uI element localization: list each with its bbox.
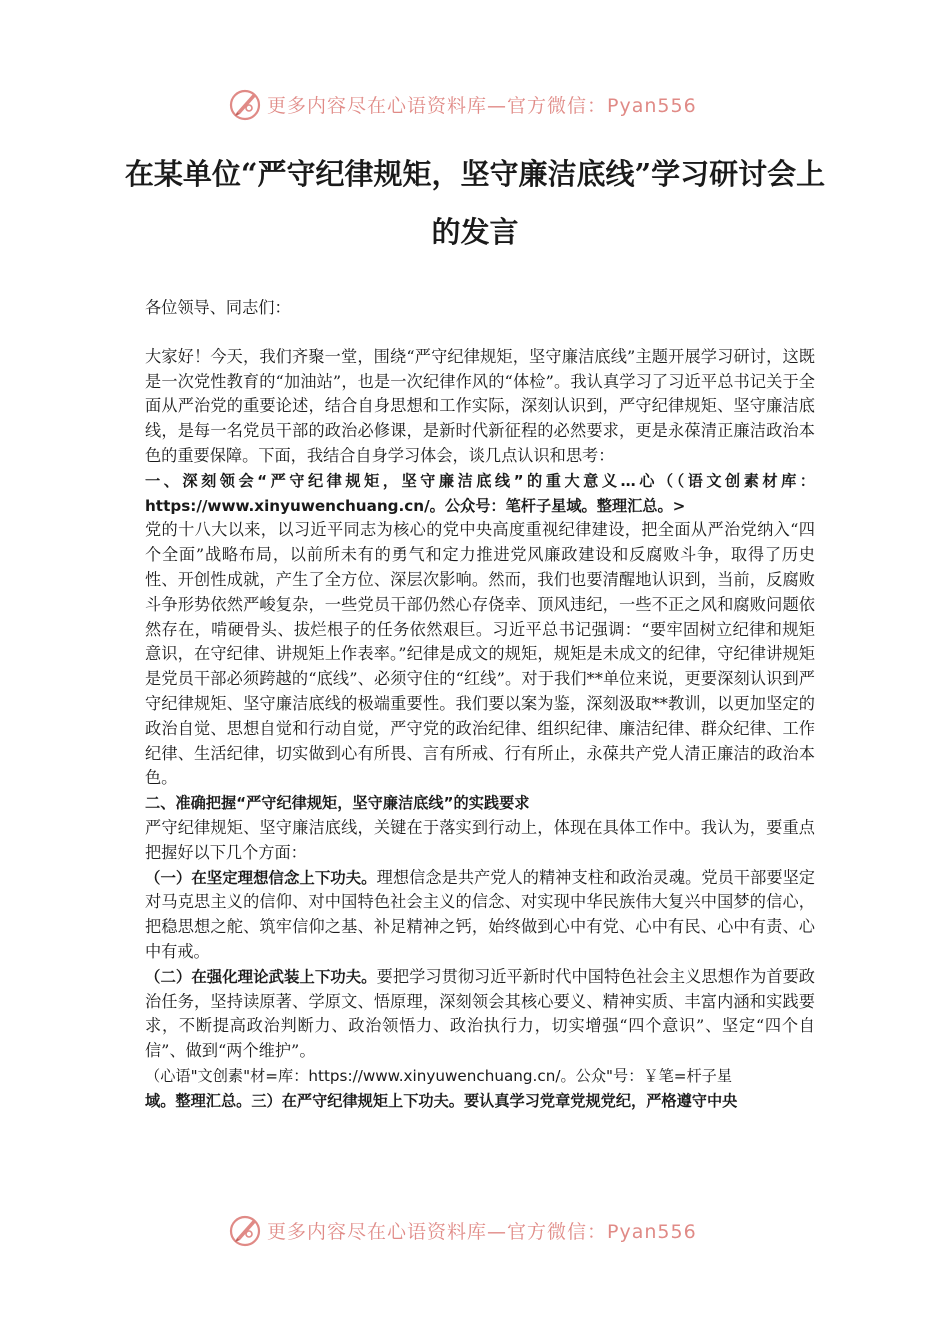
banner-text: 更多内容尽在心语资料库—官方微信：Pyan556 xyxy=(267,94,697,117)
greeting: 各位领导、同志们： xyxy=(145,298,291,317)
intro-paragraph: 大家好！今天，我们齐聚一堂，围绕“严守纪律规矩，坚守廉洁底线”主题开展学习研讨，这既是一次党性教育的“加油站”，也是一次纪律作风的“体检”。我认真学习了习近平总书记关于全面从严治党的重要论述，结合自身思想和工作实际，深刻认识到，严守纪律规矩、坚守廉洁底线，是每一名党员干部的政治必修课，是新时代新征程的必然要求，更是永葆清正廉洁政治本色的重要保障。下面，我结合自身学习体会，谈几点认识和思考： xyxy=(145,346,815,465)
point-2-heading: （二）在强化理论武装上下功夫。 xyxy=(145,967,377,986)
point-2-body: 要把学习贯彻习近平新时代中国特色社会主义思想作为首要政治任务，坚持读原著、学原文、悟原理，深刻领会其核心要义、精神实质、丰富内涵和实践要求，不断提高政治判断力、政治领悟力、政治执行力，切实增强“四个意识”、坚定“四个自信”、做到“两个维护”。 xyxy=(145,966,815,1061)
section-2-heading: 二、准确把握“严守纪律规矩，坚守廉洁底线”的实践要求 xyxy=(145,794,530,813)
section-1-body: 党的十八大以来，以习近平同志为核心的党中央高度重视纪律建设，把全面从严治党纳入“四个全面”战略布局，以前所未有的勇气和定力推进党风廉政建设和反腐败斗争，取得了历史性、开创性成就，产生了全方位、深层次影响。然而，我们也要清醒地认识到，当前，反腐败斗争形势依然严峻复杂，一些党员干部仍然心存侥幸、顶风违纪，一些不正之风和腐败问题依然存在，啃硬骨头、拔烂根子的任务依然艰巨。习近平总书记强调：“要牢固树立纪律和规矩意识，在守纪律、讲规矩上作表率。”纪律是成文的规矩，规矩是未成文的纪律，守纪律讲规矩是党员干部必须跨越的“底线”、必须守住的“红线”。对于我们**单位来说，更要深刻认识到严守纪律规矩、坚守廉洁底线的极端重要性。我们要以案为鉴，深刻汲取**教训，以更加坚定的政治自觉、思想自觉和行动自觉，严守党的政治纪律、组织纪律、廉洁纪律、群众纪律、工作纪律、生活纪律，切实做到心有所畏、言有所戒、行有所止，永葆共产党人清正廉洁的政治本色。 xyxy=(145,520,815,788)
point-1-heading: （一）在坚定理想信念上下功夫。 xyxy=(145,868,377,887)
header-banner xyxy=(227,84,747,124)
banner-text: 更多内容尽在心语资料库—官方微信：Pyan556 xyxy=(267,1220,697,1243)
point-1-body: 理想信念是共产党人的精神支柱和政治灵魂。党员干部要坚定对马克思主义的信仰、对中国特色社会主义的信念、对实现中华民族伟大复兴中国梦的信心，把稳思想之舵、筑牢信仰之基、补足精神之钙，始终做到心中有党、心中有民、心中有责、心中有戒。 xyxy=(145,867,815,961)
pen-circle-logo-icon xyxy=(227,86,263,122)
pen-circle-logo-icon xyxy=(227,1212,263,1248)
document-body xyxy=(145,296,815,1114)
point-3-text: 域。整理汇总。三）在严守纪律规矩上下功夫。要认真学习党章党规党纪，严格遵守中央 xyxy=(145,1091,738,1110)
watermark-line: （心语"文创素"材=库：https://www.xinyuwenchuang.cn/。公众"号：￥笔=杆子星 xyxy=(145,1066,733,1085)
document-title: 在某单位“严守纪律规矩，坚守廉洁底线”学习研讨会上的发言 xyxy=(124,157,826,249)
section-1-heading: 一、深刻领会“严守纪律规矩，坚守廉洁底线”的重大意义…心（（语文创素材库：https://www.xinyuwenchuang.cn/。公众号：笔杆子星域。整理汇总。> xyxy=(145,471,815,515)
section-2-intro: 严守纪律规矩、坚守廉洁底线，关键在于落实到行动上，体现在具体工作中。我认为，要重点把握好以下几个方面： xyxy=(145,817,815,862)
point-1 xyxy=(145,866,815,965)
point-2 xyxy=(145,965,815,1064)
footer-banner xyxy=(227,1210,747,1250)
